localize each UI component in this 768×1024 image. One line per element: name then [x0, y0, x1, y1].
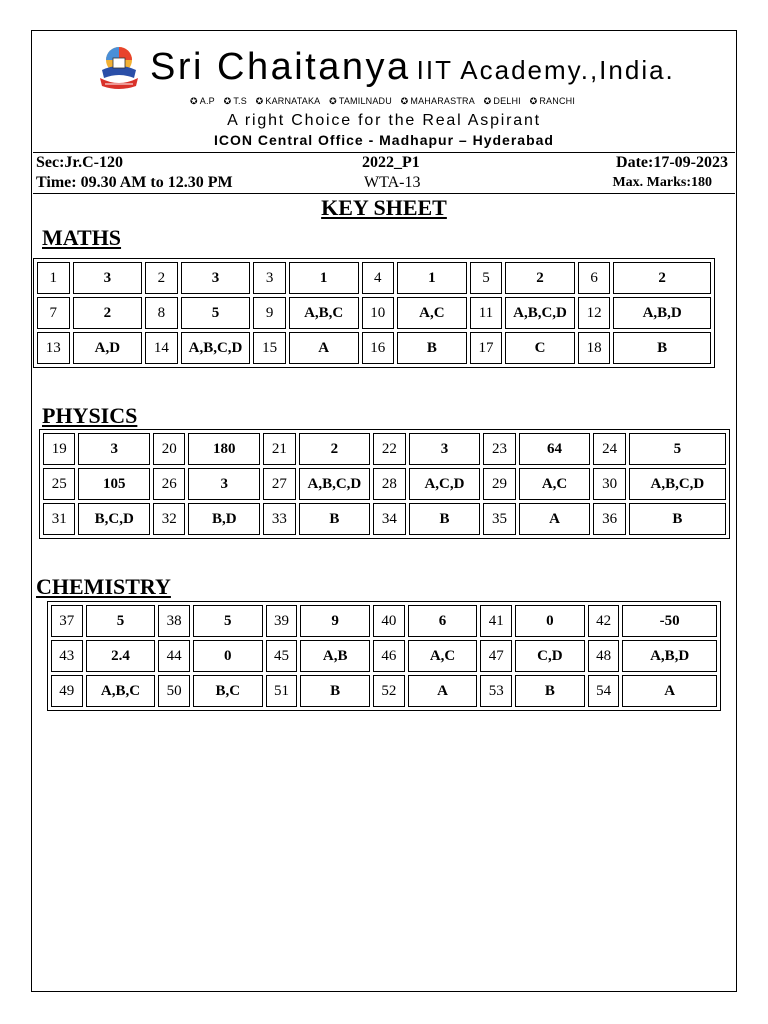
answer-key: B: [515, 675, 585, 707]
office-address: ICON Central Office - Madhapur – Hyderabad: [214, 132, 554, 148]
question-number: 3: [253, 262, 286, 294]
question-number: 24: [593, 433, 625, 465]
question-number: 25: [43, 468, 75, 500]
question-number: 12: [578, 297, 611, 329]
question-number: 23: [483, 433, 515, 465]
answer-key: B,C,D: [78, 503, 150, 535]
answer-key: 3: [73, 262, 143, 294]
table-row: [37, 297, 711, 329]
bullet-icon: ✪: [255, 96, 264, 106]
answer-key: 5: [86, 605, 156, 637]
question-number: 35: [483, 503, 515, 535]
question-number: 21: [263, 433, 295, 465]
answer-key: 5: [629, 433, 726, 465]
divider: [33, 152, 735, 153]
answer-key: B: [613, 332, 711, 364]
answer-key: A: [622, 675, 717, 707]
question-number: 22: [373, 433, 405, 465]
section-title-maths: MATHS: [42, 225, 122, 250]
question-number: 53: [480, 675, 512, 707]
question-number: 47: [480, 640, 512, 672]
bullet-icon: ✪: [190, 96, 198, 106]
academy-logo-icon: [96, 44, 142, 92]
question-number: 17: [470, 332, 503, 364]
answer-key: C: [505, 332, 575, 364]
question-number: 11: [470, 297, 503, 329]
question-number: 7: [37, 297, 70, 329]
answer-key: A,C: [408, 640, 478, 672]
question-number: 42: [588, 605, 620, 637]
answer-key: A: [519, 503, 591, 535]
question-number: 5: [470, 262, 503, 294]
answer-table-maths: [33, 258, 715, 368]
answer-key: B: [629, 503, 726, 535]
bullet-icon: ✪: [529, 96, 538, 106]
answer-key: 2: [505, 262, 575, 294]
answer-key: 2: [73, 297, 143, 329]
answer-key: 3: [409, 433, 481, 465]
answer-key: A,C,D: [409, 468, 481, 500]
question-number: 31: [43, 503, 75, 535]
question-number: 40: [373, 605, 405, 637]
answer-key: A: [408, 675, 478, 707]
question-number: 54: [588, 675, 620, 707]
question-number: 45: [266, 640, 298, 672]
question-number: 44: [158, 640, 190, 672]
question-number: 39: [266, 605, 298, 637]
answer-key: 3: [188, 468, 260, 500]
table-row: [43, 468, 726, 500]
tagline: A right Choice for the Real Aspirant: [227, 112, 541, 129]
answer-key: A,C: [397, 297, 467, 329]
answer-key: A,B,D: [622, 640, 717, 672]
question-number: 33: [263, 503, 295, 535]
answer-key: 2.4: [86, 640, 156, 672]
brand-name: Sri Chaitanya: [150, 46, 411, 88]
state-item: A.P: [199, 96, 215, 106]
answer-table-physics: [39, 429, 730, 539]
question-number: 52: [373, 675, 405, 707]
question-number: 29: [483, 468, 515, 500]
question-number: 36: [593, 503, 625, 535]
answer-key: A,B,C: [86, 675, 156, 707]
question-number: 13: [37, 332, 70, 364]
answer-key: A,B,C,D: [505, 297, 575, 329]
question-number: 6: [578, 262, 611, 294]
question-number: 48: [588, 640, 620, 672]
brand-heading: [150, 46, 675, 89]
question-number: 4: [362, 262, 395, 294]
question-number: 28: [373, 468, 405, 500]
table-row: [37, 262, 711, 294]
question-number: 2: [145, 262, 178, 294]
section-title-physics: PHYSICS: [42, 403, 138, 428]
answer-key: 2: [613, 262, 711, 294]
answer-key: 0: [515, 605, 585, 637]
question-number: 30: [593, 468, 625, 500]
section-title-chemistry: CHEMISTRY: [36, 574, 171, 599]
brand-suffix: IIT Academy.,India.: [416, 55, 675, 85]
answer-table-chemistry: [47, 601, 721, 711]
answer-key: A,C: [519, 468, 591, 500]
answer-key: B: [300, 675, 370, 707]
table-row: [43, 503, 726, 535]
exam-date: Date:17-09-2023: [616, 154, 728, 171]
question-number: 50: [158, 675, 190, 707]
question-number: 46: [373, 640, 405, 672]
table-row: [43, 433, 726, 465]
answer-key: A,B: [300, 640, 370, 672]
table-row: [51, 675, 717, 707]
answer-key: C,D: [515, 640, 585, 672]
state-item: KARNATAKA: [265, 96, 321, 106]
question-number: 26: [153, 468, 185, 500]
bullet-icon: ✪: [329, 96, 337, 106]
question-number: 37: [51, 605, 83, 637]
state-item: RANCHI: [539, 96, 576, 106]
answer-key: B: [299, 503, 371, 535]
question-number: 32: [153, 503, 185, 535]
page-title: [0, 195, 768, 221]
answer-key: B: [397, 332, 467, 364]
question-number: 14: [145, 332, 178, 364]
question-number: 10: [362, 297, 395, 329]
question-number: 51: [266, 675, 298, 707]
state-item: MAHARASTRA: [410, 96, 475, 106]
section-code: Sec:Jr.C-120: [36, 154, 123, 171]
state-item: TAMILNADU: [338, 96, 392, 106]
question-number: 18: [578, 332, 611, 364]
question-number: 27: [263, 468, 295, 500]
states-list: [188, 96, 579, 107]
answer-key: B,D: [188, 503, 260, 535]
answer-key: 5: [181, 297, 251, 329]
table-row: [37, 332, 711, 364]
answer-key: A,B,C: [289, 297, 359, 329]
answer-key: A,B,C,D: [299, 468, 371, 500]
answer-key: 6: [408, 605, 478, 637]
test-name: WTA-13: [364, 174, 421, 191]
question-number: 43: [51, 640, 83, 672]
answer-key: 1: [397, 262, 467, 294]
answer-key: A,D: [73, 332, 143, 364]
answer-key: 0: [193, 640, 263, 672]
question-number: 15: [253, 332, 286, 364]
answer-key: A,B,C,D: [181, 332, 251, 364]
answer-key: A,B,D: [613, 297, 711, 329]
question-number: 8: [145, 297, 178, 329]
answer-key: 3: [181, 262, 251, 294]
question-number: 49: [51, 675, 83, 707]
question-number: 16: [362, 332, 395, 364]
question-number: 1: [37, 262, 70, 294]
bullet-icon: ✪: [400, 96, 409, 106]
answer-key: 1: [289, 262, 359, 294]
table-row: [51, 640, 717, 672]
answer-key: 9: [300, 605, 370, 637]
answer-key: 3: [78, 433, 150, 465]
answer-key: 5: [193, 605, 263, 637]
question-number: 38: [158, 605, 190, 637]
question-number: 9: [253, 297, 286, 329]
bullet-icon: ✪: [223, 96, 232, 106]
answer-key: A: [289, 332, 359, 364]
paper-code: 2022_P1: [362, 154, 420, 171]
max-marks: Max. Marks:180: [612, 175, 712, 190]
answer-key: 64: [519, 433, 591, 465]
question-number: 34: [373, 503, 405, 535]
answer-key: A,B,C,D: [629, 468, 726, 500]
answer-key: 180: [188, 433, 260, 465]
question-number: 20: [153, 433, 185, 465]
question-number: 41: [480, 605, 512, 637]
question-number: 19: [43, 433, 75, 465]
answer-key: B: [409, 503, 481, 535]
exam-time: Time: 09.30 AM to 12.30 PM: [36, 174, 233, 191]
answer-key: 2: [299, 433, 371, 465]
answer-key: B,C: [193, 675, 263, 707]
title-text: KEY SHEET: [321, 195, 447, 220]
answer-key: 105: [78, 468, 150, 500]
bullet-icon: ✪: [483, 96, 492, 106]
table-row: [51, 605, 717, 637]
state-item: DELHI: [493, 96, 521, 106]
state-item: T.S: [233, 96, 247, 106]
answer-key: -50: [622, 605, 717, 637]
divider: [33, 193, 735, 194]
